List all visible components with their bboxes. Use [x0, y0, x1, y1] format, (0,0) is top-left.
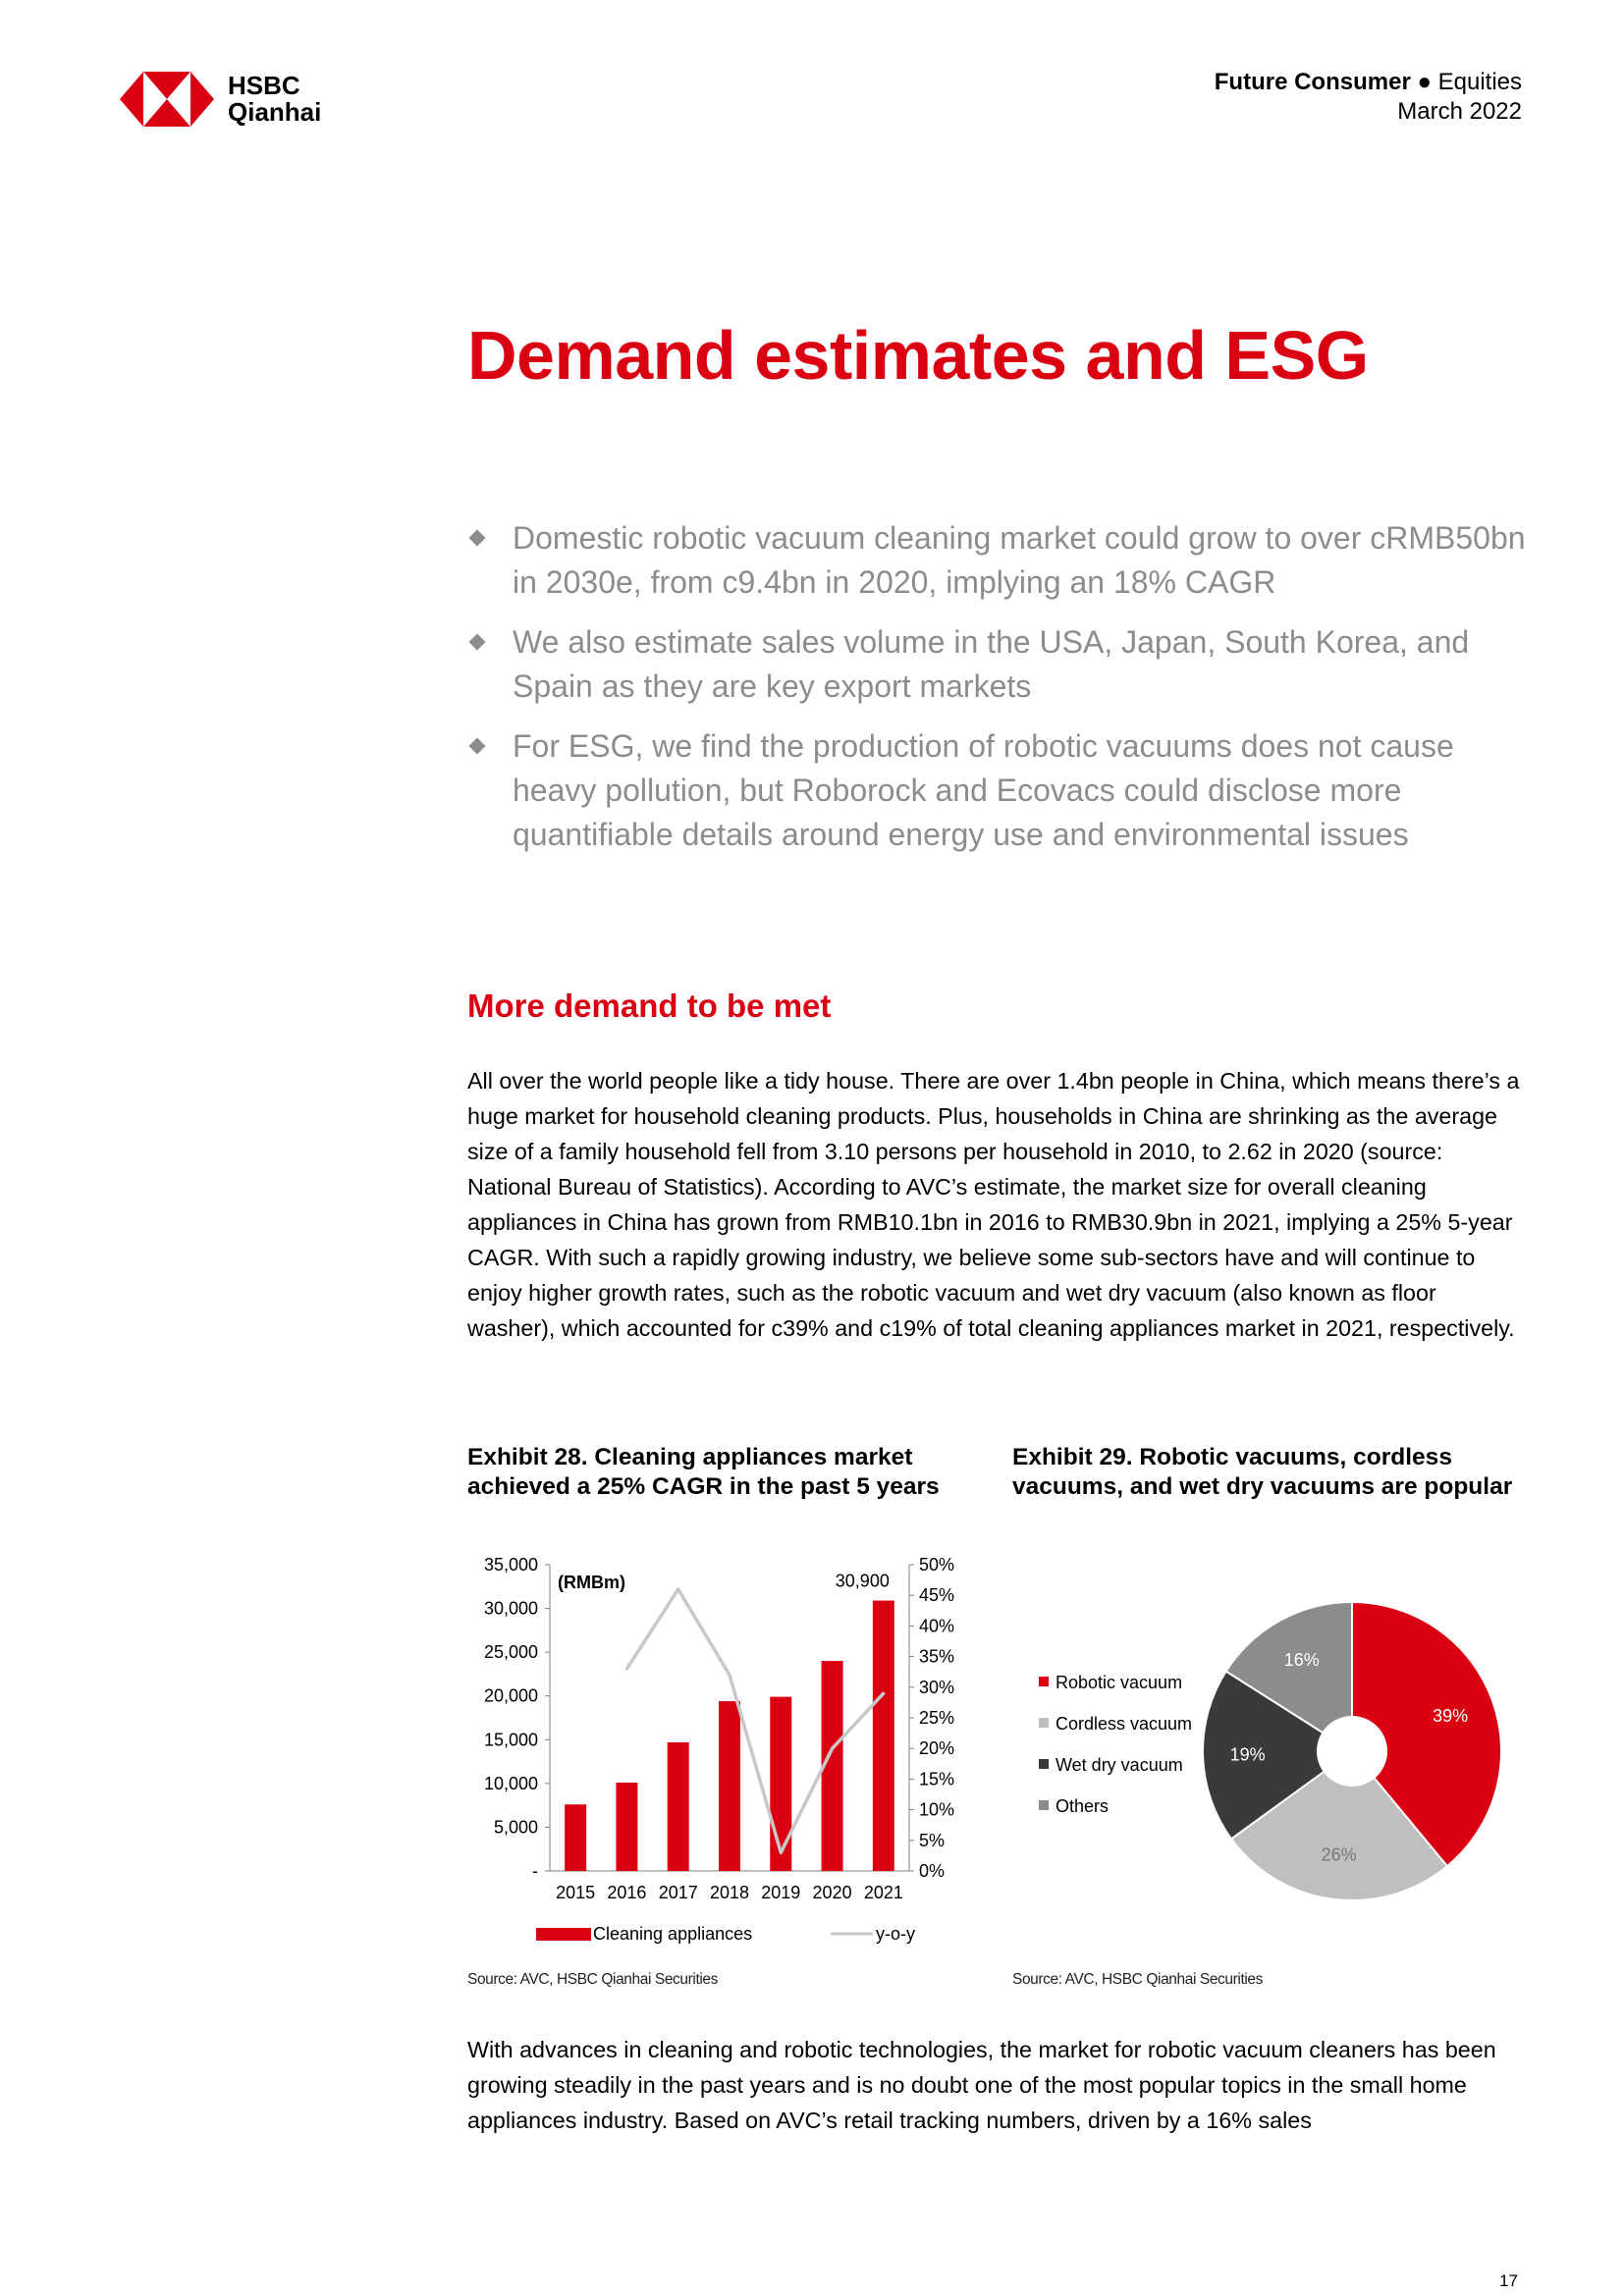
bar-2016: [616, 1783, 637, 1871]
legend-swatch: [1039, 1677, 1049, 1686]
bar-2015: [565, 1804, 586, 1871]
diamond-bullet-icon: [469, 634, 486, 651]
key-point: [467, 724, 1538, 857]
yoy-point-2020: [831, 1747, 834, 1750]
legend-label-line: y-o-y: [876, 1924, 915, 1944]
bar-2021: [873, 1601, 894, 1871]
left-tick-label: 15,000: [483, 1730, 538, 1750]
exhibit-28-source: Source: AVC, HSBC Qianhai Securities: [467, 1971, 718, 1988]
legend-label-bars: Cleaning appliances: [593, 1924, 753, 1944]
report-date: March 2022: [1397, 98, 1522, 125]
bar-2018: [719, 1701, 740, 1871]
x-tick-label: 2015: [556, 1883, 596, 1902]
body-paragraph-1: All over the world people like a tidy house. There are over 1.4bn people in China, which means there’s a huge market for household cleaning products. Plus, households in China are shrinking as the average size of a family household fell from 3.10 persons per household in 2010, to 2.62 in 2020 (source: National Bureau of Statistics). According to AVC’s estimate, the market size for overall cleaning appliances in China has grown from RMB10.1bn in 2016 to RMB30.9bn in 2021, implying a 25% 5-year CAGR. With such a rapidly growing industry, we believe some sub-sectors have and will continue to enjoy higher growth rates, such as the robotic vacuum and wet dry vacuum (also known as floor washer), which accounted for c39% and c19% of total cleaning appliances market in 2021, respectively.: [467, 1068, 1520, 1341]
right-tick-label: 40%: [919, 1616, 955, 1636]
logo-line-2: Qianhai: [228, 97, 322, 127]
right-tick-label: 20%: [919, 1738, 955, 1759]
left-tick-label: -: [532, 1861, 538, 1881]
page-number: 17: [1499, 2271, 1518, 2290]
page-title: Demand estimates and ESG: [467, 317, 1369, 394]
legend-label: Others: [1056, 1796, 1110, 1816]
exhibit-28-chart: [467, 1547, 958, 1959]
right-tick-label: 5%: [919, 1830, 946, 1850]
key-point-text: We also estimate sales volume in the USA, Japan, South Korea, and Spain as they are key export markets: [513, 624, 1470, 704]
exhibit-29-chart: [1012, 1547, 1523, 1959]
report-header: [1215, 68, 1522, 127]
slice-label: 26%: [1321, 1844, 1357, 1865]
yoy-point-2017: [677, 1587, 679, 1590]
yoy-point-2016: [625, 1668, 628, 1671]
right-tick-label: 50%: [919, 1555, 955, 1575]
key-point: [467, 516, 1538, 605]
bar-2017: [668, 1742, 689, 1871]
exhibit-28-title: Exhibit 28. Cleaning appliances market achieved a 25% CAGR in the past 5 years: [467, 1444, 940, 1500]
key-point-text: Domestic robotic vacuum cleaning market could grow to over cRMB50bn in 2030e, from c9.4bn in 2020, implying an 18% CAGR: [513, 520, 1526, 600]
x-tick-label: 2017: [658, 1883, 698, 1902]
x-tick-label: 2019: [761, 1883, 801, 1902]
body-paragraph-2: With advances in cleaning and robotic technologies, the market for robotic vacuum cleaners has been growing steadily in the past years and is no doubt one of the most popular topics in the small home appliances industry. Based on AVC’s retail tracking numbers, driven by a 16% sales: [467, 2037, 1496, 2133]
left-tick-label: 30,000: [483, 1598, 538, 1619]
legend-swatch: [1039, 1800, 1049, 1810]
legend-swatch: [1039, 1718, 1049, 1728]
section-heading: More demand to be met: [467, 988, 832, 1024]
yoy-point-2019: [780, 1851, 783, 1854]
logo-wordmark: [228, 73, 321, 126]
left-tick-label: 25,000: [483, 1642, 538, 1663]
left-tick-label: 10,000: [483, 1773, 538, 1793]
x-tick-label: 2021: [863, 1883, 903, 1902]
legend-swatch: [1039, 1759, 1049, 1769]
donut-hole: [1317, 1716, 1387, 1787]
key-points-list: [467, 516, 1538, 873]
diamond-bullet-icon: [469, 738, 486, 755]
diamond-bullet-icon: [469, 530, 486, 547]
yoy-point-2018: [729, 1674, 731, 1677]
unit-label: (RMBm): [558, 1573, 625, 1592]
yoy-point-2021: [882, 1692, 885, 1695]
slice-label: 39%: [1433, 1705, 1469, 1726]
slice-label: 16%: [1283, 1649, 1320, 1670]
legend-label: Robotic vacuum: [1056, 1673, 1183, 1692]
yoy-line: [626, 1589, 884, 1852]
hexagon-logo-icon: [120, 72, 214, 127]
right-tick-label: 0%: [919, 1861, 946, 1881]
logo-line-1: HSBC: [228, 71, 300, 100]
x-tick-label: 2020: [812, 1883, 852, 1902]
right-tick-label: 10%: [919, 1799, 955, 1820]
left-tick-label: 5,000: [493, 1817, 538, 1838]
right-tick-label: 30%: [919, 1677, 955, 1697]
key-point-text: For ESG, we find the production of robotic vacuums does not cause heavy pollution, but Roborock and Ecovacs could disclose more quantifiable details around energy use and environmental issues: [513, 728, 1454, 852]
series-name: Future Consumer: [1214, 69, 1411, 95]
left-tick-label: 35,000: [483, 1555, 538, 1575]
x-tick-label: 2018: [709, 1883, 750, 1902]
left-tick-label: 20,000: [483, 1685, 538, 1706]
exhibit-29-source: Source: AVC, HSBC Qianhai Securities: [1012, 1971, 1263, 1988]
right-tick-label: 15%: [919, 1769, 955, 1789]
report-series: [1215, 68, 1522, 97]
slice-label: 19%: [1229, 1744, 1266, 1765]
bar-2019: [770, 1697, 791, 1871]
right-tick-label: 35%: [919, 1646, 955, 1667]
series-type: ● Equities: [1410, 69, 1522, 95]
right-tick-label: 45%: [919, 1585, 955, 1606]
legend-swatch-bars: [536, 1928, 591, 1941]
exhibit-29-title: Exhibit 29. Robotic vacuums, cordless vacuums, and wet dry vacuums are popular: [1012, 1444, 1513, 1500]
right-tick-label: 25%: [919, 1708, 955, 1728]
data-label-2021: 30,900: [835, 1571, 890, 1591]
legend-label: Wet dry vacuum: [1056, 1755, 1183, 1775]
legend-label: Cordless vacuum: [1056, 1714, 1193, 1734]
key-point: [467, 620, 1538, 709]
x-tick-label: 2016: [607, 1883, 647, 1902]
